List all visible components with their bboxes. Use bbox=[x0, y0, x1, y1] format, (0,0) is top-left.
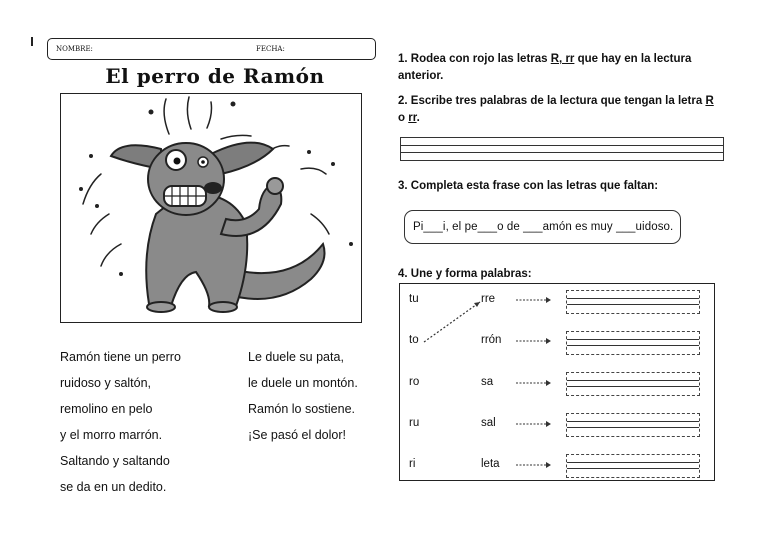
page-title: El perro de Ramón bbox=[105, 64, 325, 88]
poem-line: Saltando y saltando bbox=[60, 454, 170, 468]
right-syllable: sa bbox=[481, 376, 494, 388]
poem-line: remolino en pelo bbox=[60, 402, 153, 416]
dog-drawing bbox=[61, 94, 361, 322]
poem-line: se da en un dedito. bbox=[60, 480, 167, 494]
question-4: 4. Une y forma palabras: bbox=[398, 268, 532, 280]
writing-lines[interactable] bbox=[400, 137, 724, 161]
arrow-right-icon bbox=[516, 296, 552, 304]
arrow-right-icon bbox=[516, 379, 552, 387]
fill-in-sentence: Pi___i, el pe___o de ___amón es muy ___uidoso. bbox=[413, 221, 674, 233]
word-writing-line[interactable] bbox=[566, 331, 700, 355]
question-2: 2. Escribe tres palabras de la lectura que tengan la letra R o rr. bbox=[398, 95, 714, 124]
word-writing-line[interactable] bbox=[566, 290, 700, 314]
name-date-box bbox=[47, 38, 376, 60]
arrow-right-icon bbox=[516, 420, 552, 428]
margin-mark bbox=[31, 37, 33, 46]
word-writing-line[interactable] bbox=[566, 454, 700, 478]
poem-line: ¡Se pasó el dolor! bbox=[248, 428, 346, 442]
fill-in-sentence-box bbox=[404, 210, 681, 244]
question-3: 3. Completa esta frase con las letras que faltan: bbox=[398, 180, 659, 192]
poem-line: Le duele su pata, bbox=[248, 350, 344, 364]
date-label: FECHA: bbox=[256, 45, 285, 53]
poem-line: ruidoso y saltón, bbox=[60, 376, 152, 390]
left-syllable: ri bbox=[409, 458, 416, 470]
poem-line: Ramón tiene un perro bbox=[60, 350, 181, 364]
highlight-letters: R, rr bbox=[550, 53, 575, 65]
right-syllable: rrón bbox=[481, 334, 502, 346]
left-syllable: to bbox=[409, 334, 419, 346]
right-syllable: rre bbox=[481, 293, 496, 305]
right-syllable: sal bbox=[481, 417, 496, 429]
left-syllable: tu bbox=[409, 293, 419, 305]
poem-right-column bbox=[248, 344, 358, 448]
poem-line: le duele un montón. bbox=[248, 376, 358, 390]
right-syllable: leta bbox=[481, 458, 500, 470]
arrow-right-icon bbox=[516, 461, 552, 469]
word-writing-line[interactable] bbox=[566, 413, 700, 437]
dog-illustration bbox=[60, 93, 362, 323]
matching-exercise bbox=[399, 283, 715, 481]
word-writing-line[interactable] bbox=[566, 372, 700, 396]
left-syllable: ru bbox=[409, 417, 420, 429]
left-syllable: ro bbox=[409, 376, 420, 388]
poem-line: Ramón lo sostiene. bbox=[248, 402, 356, 416]
poem-line: y el morro marrón. bbox=[60, 428, 163, 442]
arrow-right-icon bbox=[516, 337, 552, 345]
question-1: 1. Rodea con rojo las letras R, rr que hay en la lectura anterior. bbox=[398, 53, 692, 82]
poem-left-column bbox=[60, 344, 181, 500]
name-label: NOMBRE: bbox=[56, 45, 93, 53]
